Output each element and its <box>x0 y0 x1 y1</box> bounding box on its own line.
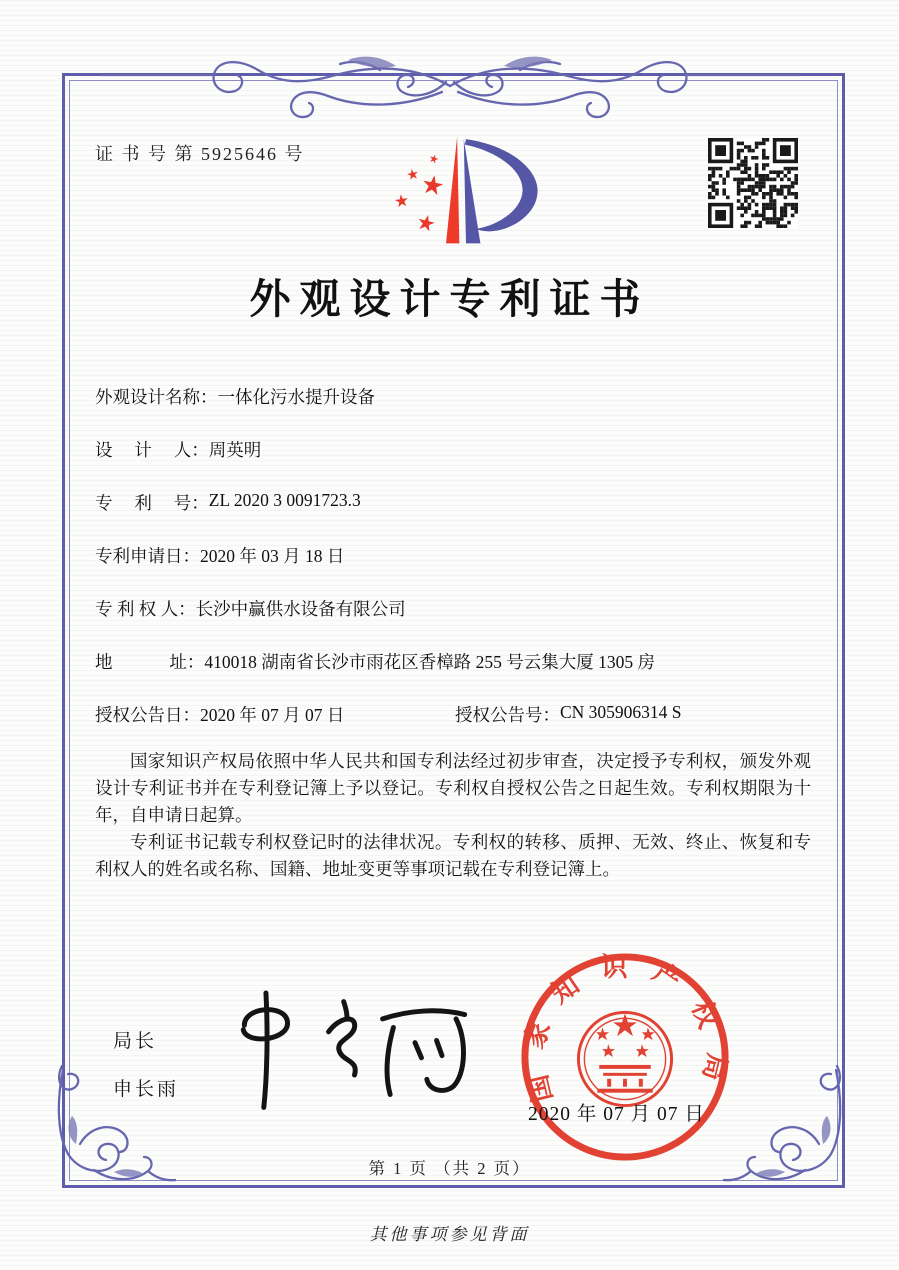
qr-finder-tl <box>708 138 733 163</box>
field-value: ZL 2020 3 0091723.3 <box>208 490 361 510</box>
qr-code <box>708 138 798 228</box>
field-grant-date <box>95 702 455 728</box>
logo-red-wedge <box>446 137 459 243</box>
signer-block <box>113 1026 179 1101</box>
top-flourish-ornament <box>100 50 800 126</box>
field-patentee <box>95 596 810 622</box>
field-designer <box>95 437 810 463</box>
field-label: 外观设计名称： <box>95 387 218 407</box>
field-label: 授权公告日： <box>95 705 200 725</box>
certificate-title: 外观设计专利证书 <box>249 276 650 322</box>
legal-text <box>95 748 811 883</box>
signer-title: 局长 <box>113 1031 158 1052</box>
field-value: 2020 年 03 月 18 日 <box>200 546 345 566</box>
field-value: 一体化污水提升设备 <box>217 387 375 407</box>
field-address <box>95 649 810 675</box>
legal-paragraph-1: 国家知识产权局依照中华人民共和国专利法经过初步审查，决定授予专利权，颁发外观设计专利证书并在专利登记簿上予以登记。专利权自授权公告之日起生效。专利权期限为十年，自申请日起算。 <box>95 751 811 825</box>
field-filing-date <box>95 543 810 569</box>
certificate-fields <box>95 384 810 755</box>
page-number: 第 1 页 （共 2 页） <box>368 1159 531 1178</box>
field-label: 专 利 号： <box>95 493 209 513</box>
field-label: 专利申请日： <box>95 546 200 566</box>
logo-stars <box>394 153 444 232</box>
field-design-name <box>95 384 810 410</box>
field-value: 长沙中赢供水设备有限公司 <box>195 599 406 619</box>
qr-finder-tr <box>773 138 798 163</box>
field-value: 2020 年 07 月 07 日 <box>200 705 345 725</box>
seal-national-emblem <box>578 1012 671 1105</box>
field-grant-date-row <box>95 702 810 728</box>
cnipa-official-seal <box>516 948 734 1166</box>
gazette-value: CN 305906314 S <box>560 702 682 722</box>
seal-date: 2020 年 07 月 07 日 <box>528 1104 705 1125</box>
field-value: 410018 湖南省长沙市雨花区香樟路 255 号云集大厦 1305 房 <box>204 652 655 672</box>
gazette-label: 授权公告号： <box>455 705 560 725</box>
signer-name: 申长雨 <box>113 1079 180 1100</box>
field-label: 设 计 人： <box>95 440 209 460</box>
field-label: 地 址： <box>95 652 205 672</box>
back-side-note: 其他事项参见背面 <box>369 1225 530 1244</box>
seal-ring-text: 国家知识产权局 <box>517 952 733 1105</box>
field-label: 专 利 权 人： <box>95 599 196 619</box>
qr-finder-bl <box>708 203 733 228</box>
commissioner-signature <box>222 980 487 1115</box>
certificate-number: 证 书 号 第 5925646 号 <box>95 144 305 164</box>
field-value: 周英明 <box>208 440 262 460</box>
field-patent-number <box>95 490 810 516</box>
logo-blue-wedge <box>464 139 481 243</box>
legal-paragraph-2: 专利证书记载专利权登记时的法律状况。专利权的转移、质押、无效、终止、恢复和专利权人的姓名或名称、国籍、地址变更等事项记载在专利登记簿上。 <box>95 832 811 879</box>
cnipa-logo <box>372 128 540 250</box>
